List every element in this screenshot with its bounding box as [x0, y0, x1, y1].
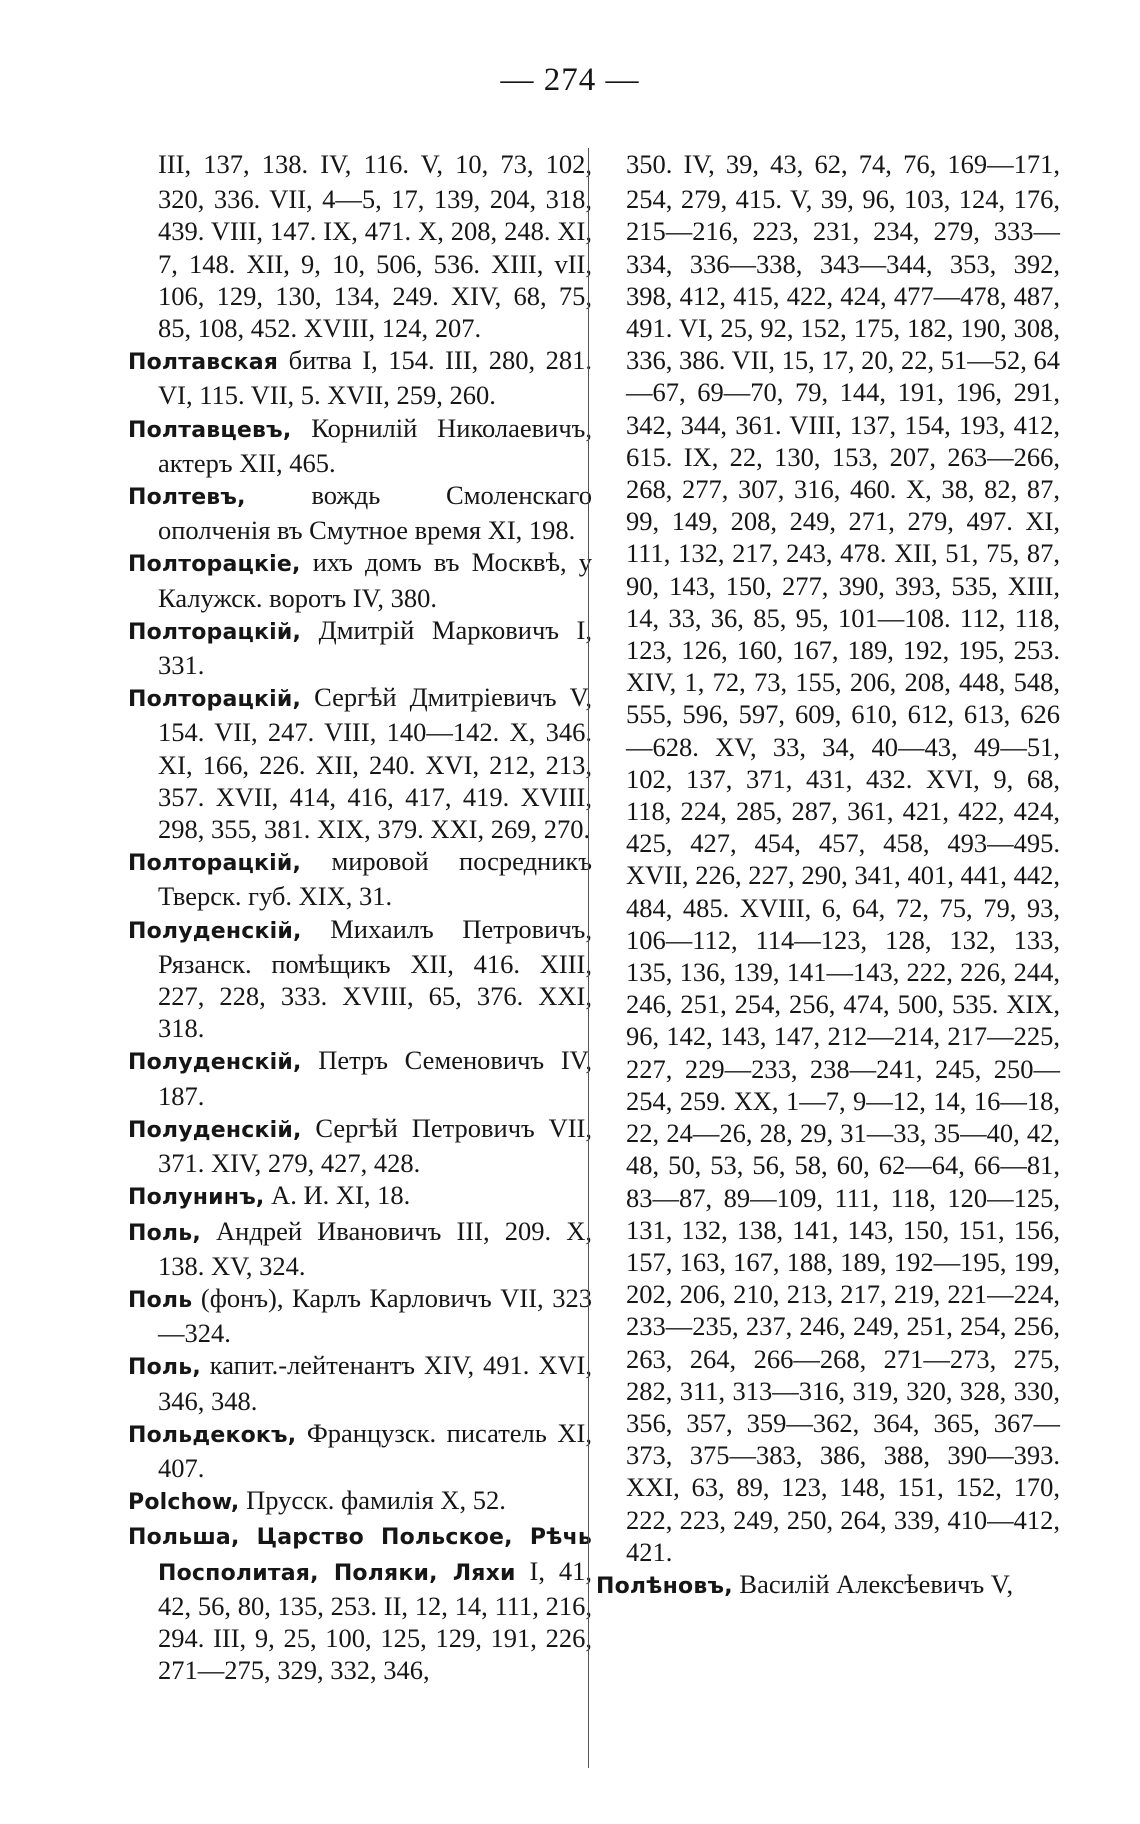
entry-headword: Полторацкій, — [128, 851, 302, 877]
index-entry — [128, 681, 592, 845]
index-entry — [128, 344, 592, 411]
left-column — [128, 148, 592, 1686]
index-entry — [128, 546, 592, 613]
index-entry — [128, 1349, 592, 1416]
index-entry — [128, 845, 592, 912]
entry-headword: Полуденскій, — [128, 918, 302, 944]
entry-text: III, 137, 138. IV, 116. V, 10, 73, 102, 320, 336. VII, 4—5, 17, 139, 204, 318, 439. VIII, 147. IX, 471. X, 208, 248. XI, 7, 148. XII, 9, 10, 506, 536. XIII, vII, 106, 129, 130, 134, 249. XIV, 68, 75, 85, 108, 452. XVIII, 124, 207. — [158, 149, 592, 344]
entry-text: 350. IV, 39, 43, 62, 74, 76, 169—171, 254, 279, 415. V, 39, 96, 103, 124, 176, 215—216, 223, 231, 234, 279, 333—334, 336—338, 343—344, 353, 392, 398, 412, 415, 422, 424, 477—478, 487, 491. VI, 25, 92, 152, 175, 182, 190, 308, 336, 386. VII, 15, 17, 20, 22, 51—52, 64—67, 69—70, 79, 144, 191, 196, 291, 342, 344, 361. VIII, 137, 154, 193, 412, 615. IX, 22, 130, 153, 207, 263—266, 268, 277, 307, 316, 460. X, 38, 82, 87, 99, 149, 208, 249, 271, 279, 497. XI, 111, 132, 217, 243, 478. XII, 51, 75, 87, 90, 143, 150, 277, 390, 393, 535, XIII, 14, 33, 36, 85, 95, 101—108. 112, 118, 123, 126, 160, 167, 189, 192, 195, 253. XIV, 1, 72, 73, 155, 206, 208, 448, 548, 555, 596, 597, 609, 610, 612, 613, 626—628. XV, 33, 34, 40—43, 49—51, 102, 137, 371, 431, 432. XVI, 9, 68, 118, 224, 285, 287, 361, 421, 422, 424, 425, 427, 454, 457, 458, 493—495. XVII, 226, 227, 290, 341, 401, 441, 442, 484, 485. XVIII, 6, 64, 72, 75, 79, 93, 106—112, 114—123, 128, 132, 133, 135, 136, 139, 141—143, 222, 226, 244, 246, 251, 254, 256, 474, 500, 535. XIX, 96, 142, 143, 147, 212—214, 217—225, 227, 229—233, 238—241, 245, 250—254, 259. XX, 1—7, 9—12, 14, 16—18, 22, 24—26, 28, 29, 31—33, 35—40, 42, 48, 50, 53, 56, 58, 60, 62—64, 66—81, 83—87, 89—109, 111, 118, 120—125, 131, 132, 138, 141, 143, 150, 151, 156, 157, 163, 167, 188, 189, 192—195, 199, 202, 206, 210, 213, 217, 219, 221—224, 233—235, 237, 246, 249, 251, 254, 256, 263, 264, 266—268, 271—273, 275, 282, 311, 313—316, 319, 320, 328, 330, 356, 357, 359—362, 364, 365, 367—373, 375—383, 386, 388, 390—393. XXI, 63, 89, 123, 148, 151, 152, 170, 222, 223, 249, 250, 264, 339, 410—412, 421. — [626, 149, 1060, 1567]
entry-headword: Полторацкій, — [128, 687, 302, 713]
entry-text: Дмитрій Марковичъ I, 331. — [158, 614, 592, 681]
index-entry — [128, 1044, 592, 1111]
entry-headword: Полуденскій, — [128, 1117, 302, 1143]
index-entry — [128, 148, 592, 344]
entry-headword: Полторацкіе, — [128, 552, 301, 578]
entry-headword: Полуденскій, — [128, 1050, 302, 1076]
entry-text: капит.-лейтенантъ XIV, 491. XVI, 346, 348. — [158, 1350, 592, 1416]
entry-text: Французск. писатель XI, 407. — [158, 1417, 592, 1483]
index-entry — [128, 1112, 592, 1179]
index-entry — [596, 1568, 1060, 1603]
index-entry — [128, 913, 592, 1045]
entry-text: (фонъ), Карлъ Карловичъ VII, 323—324. — [158, 1282, 592, 1349]
entry-headword: Полторацкій, — [128, 619, 302, 645]
entry-headword: Полтевъ, — [128, 485, 246, 511]
entry-headword: Полунинъ, — [128, 1185, 265, 1211]
entry-headword: Полѣновъ, — [596, 1573, 733, 1599]
entry-text: Сергѣй Дмитріевичъ V, 154. VII, 247. VIII, 140—142. X, 346. XI, 166, 226. XII, 240. XVI, 212, 213, 357. XVII, 414, 416, 417, 419. XVIII, 298, 355, 381. XIX, 379. XXI, 269, 270. — [158, 682, 592, 845]
index-entry — [596, 148, 1060, 1568]
entry-headword: Польдекокъ, — [128, 1422, 297, 1448]
index-entry — [128, 1215, 592, 1282]
entry-headword: Полтавская — [128, 350, 279, 376]
entry-headword: Польша, Царство Польское, Рѣчь Посполитая, Поляки, Ляхи — [128, 1525, 592, 1586]
page-number: — 274 — — [500, 62, 640, 98]
index-entry — [128, 479, 592, 546]
index-entry — [128, 1282, 592, 1349]
entry-text: А. И. XI, 18. — [264, 1180, 411, 1211]
entry-text: вождь Смоленскаго ополченія въ Смутное время XI, 198. — [158, 480, 592, 546]
entry-text: Сергѣй Петровичъ VII, 371. XIV, 279, 427, 428. — [158, 1112, 592, 1179]
entry-headword: Polchow, — [128, 1490, 240, 1516]
entry-text: Михаилъ Петровичъ, Рязанск. помѣщикъ XII, 416. XIII, 227, 228, 333. XVIII, 65, 376. XXI, 318. — [158, 913, 592, 1044]
entry-headword: Полтавцевъ, — [128, 417, 292, 443]
column-divider — [588, 148, 589, 1768]
entry-text: Корнилій Николаевичъ, актеръ XII, 465. — [158, 412, 592, 478]
entry-headword: Поль, — [128, 1355, 201, 1381]
entry-text: мировой посредникъ Тверск. губ. XIX, 31. — [158, 846, 592, 912]
entry-text: Андрей Ивановичъ III, 209. X, 138. XV, 324. — [158, 1215, 592, 1281]
entry-text: I, 41, 42, 56, 80, 135, 253. II, 12, 14, 111, 216, 294. III, 9, 25, 100, 125, 129, 191, 226, 271—275, 329, 332, 346, — [158, 1555, 592, 1686]
entry-headword: Поль, — [128, 1220, 201, 1246]
entry-text: ихъ домъ въ Москвѣ, у Калужск. воротъ IV, 380. — [158, 547, 592, 613]
index-entry — [128, 1519, 592, 1686]
index-entry — [128, 412, 592, 479]
entry-text: битва I, 154. III, 280, 281. VI, 115. VII, 5. XVII, 259, 260. — [158, 345, 592, 411]
index-entry — [128, 614, 592, 681]
entry-text: Петръ Семеновичъ IV, 187. — [158, 1045, 592, 1111]
index-entry — [128, 1417, 592, 1484]
index-entry — [128, 1484, 592, 1519]
right-column — [596, 148, 1060, 1603]
entry-headword: Поль — [128, 1287, 193, 1313]
entry-text: Василій Алексѣевичъ V, — [732, 1568, 1014, 1599]
entry-text: Прусск. фамилія X, 52. — [239, 1485, 506, 1516]
index-entry — [128, 1179, 592, 1214]
